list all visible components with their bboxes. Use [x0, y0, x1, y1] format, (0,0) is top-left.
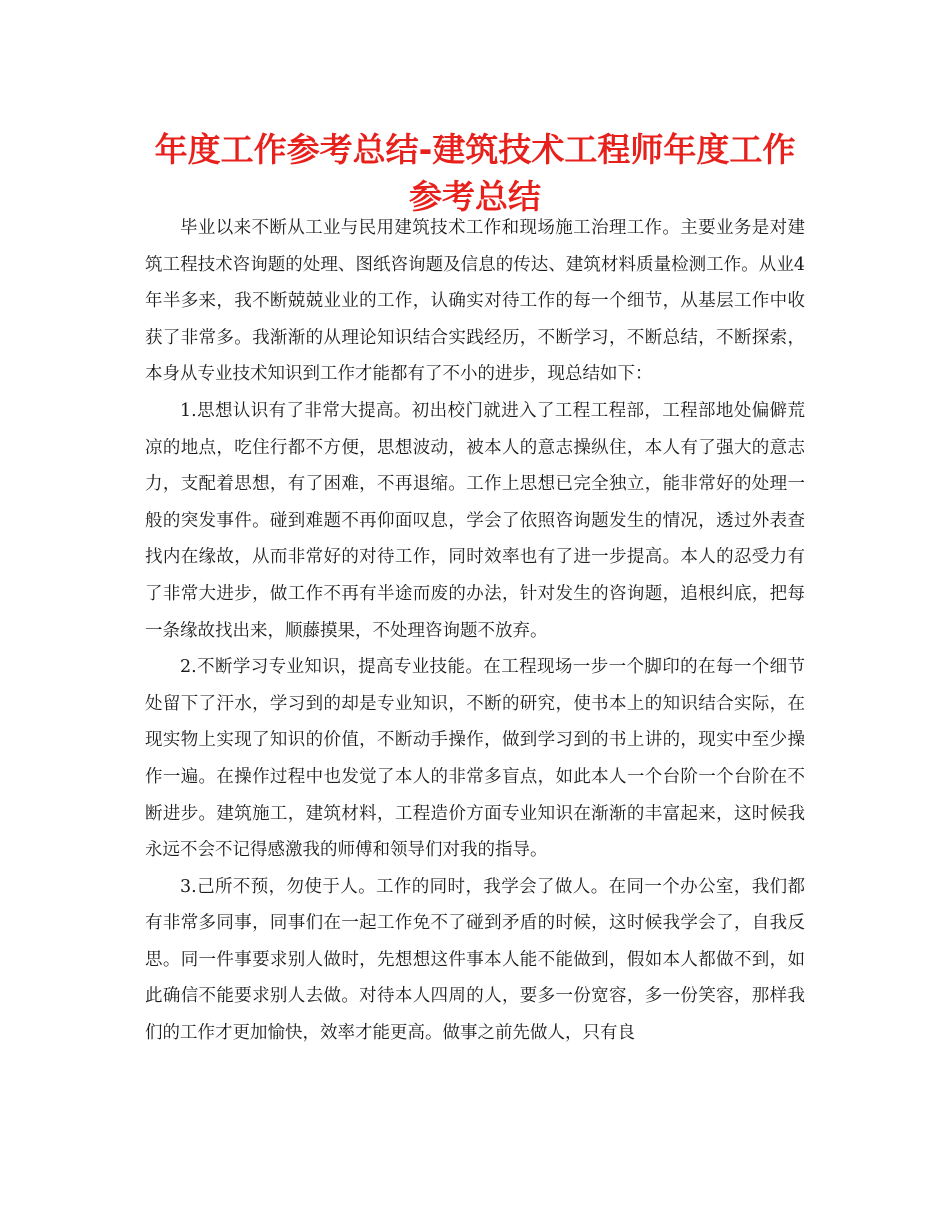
document-title: 年度工作参考总结-建筑技术工程师年度工作参考总结	[154, 130, 796, 216]
paragraph-point-1: 1.思想认识有了非常大提高。初出校门就进入了工程工程部，工程部地处偏僻荒凉的地点，吃住行都不方便，思想波动，被本人的意志操纵住，本人有了强大的意志力，支配着思想，有了困难，不再退缩。工作上思想已完全独立，能非常好的处理一般的突发事件。碰到难题不再仰面叹息，学会了依照咨询题发生的情况，透过外表查找内在缘故，从而非常好的对待工作，同时效率也有了进一步提高。本人的忍受力有了非常大进步，做工作不再有半途而废的办法，针对发生的咨询题，追根纠底，把每一条缘故找出来，顺藤摸果，不处理咨询题不放弃。	[145, 400, 805, 641]
paragraph-point-3: 3.己所不预，勿使于人。工作的同时，我学会了做人。在同一个办公室，我们都有非常多同事，同事们在一起工作免不了碰到矛盾的时候，这时候我学会了，自我反思。同一件事要求别人做时，先想想这件事本人能不能做到，假如本人都做不到，如此确信不能要求别人去做。对待本人四周的人，要多一份宽容，多一份笑容，那样我们的工作才更加愉快，效率才能更高。做事之前先做人，只有良	[145, 876, 805, 1044]
document-body	[145, 210, 805, 1052]
paragraph-point-2: 2.不断学习专业知识，提高专业技能。在工程现场一步一个脚印的在每一个细节处留下了汗水，学习到的却是专业知识，不断的研究，使书本上的知识结合实际，在现实物上实现了知识的价值，不断动手操作，做到学习到的书上讲的，现实中至少操作一遍。在操作过程中也发觉了本人的非常多盲点，如此本人一个台阶一个台阶在不断进步。建筑施工，建筑材料，工程造价方面专业知识在渐渐的丰富起来，这时候我永远不会不记得感激我的师傅和领导们对我的指导。	[145, 657, 805, 861]
paragraph-intro: 毕业以来不断从工业与民用建筑技术工作和现场施工治理工作。主要业务是对建筑工程技术咨询题的处理、图纸咨询题及信息的传达、建筑材料质量检测工作。从业4年半多来，我不断兢兢业业的工作，认确实对待工作的每一个细节，从基层工作中收获了非常多。我渐渐的从理论知识结合实践经历，不断学习，不断总结，不断探索，本身从专业技术知识到工作才能都有了不小的进步，现总结如下：	[145, 218, 805, 385]
